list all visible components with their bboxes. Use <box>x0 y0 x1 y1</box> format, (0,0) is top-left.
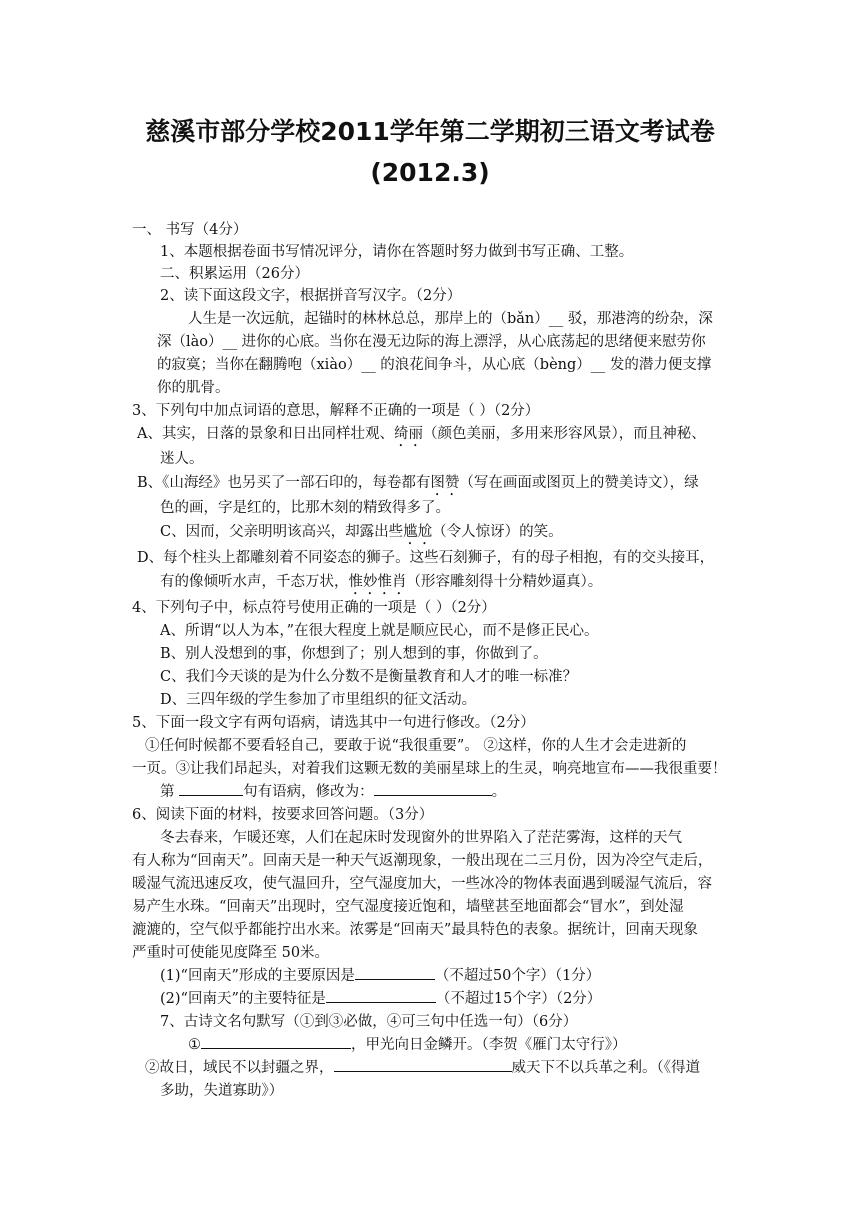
q5-passage-line: ①任何时候都不要看轻自己，要敢于说“我很重要”。 ②这样，你的人生才会走进新的 <box>145 738 687 754</box>
q3-option-c: C、因而，父亲明明该高兴，却露出些尴尬（令人惊讶）的笑。 <box>160 524 563 540</box>
q2-passage-line: 人生是一次远航，起锚时的林林总总，那岸上的（bǎn）__ 驳，那港湾的纷杂，深 <box>188 311 713 327</box>
dotted-word: 惟妙惟肖 <box>348 574 407 590</box>
q6-passage-line: 暖湿气流迅速反攻，使气温回升，空气湿度加大，一些冰冷的物体表面遇到暖湿气流后，容 <box>132 876 712 892</box>
q6-passage-line: 易产生水珠。“回南天”出现时，空气湿度接近饱和，墙壁甚至地面都会“冒水”，到处湿 <box>132 899 684 915</box>
answer-blank[interactable] <box>179 781 243 796</box>
q7-item-2: ②故日，域民不以封疆之界， 威天下不以兵革之利。（《得道 <box>145 1057 700 1079</box>
section-1-heading: 一、 书写（4分） <box>132 222 248 238</box>
q5-passage-line: 一页。③让我们昂起头，对着我们这颗无数的美丽星球上的生灵，响亮地宣布——我很重要！ <box>132 761 727 777</box>
question-4: 4、下列句子中，标点符号使用正确的一项是（ ）（2分） <box>132 600 496 616</box>
q3-option-a: A、其实，日落的景象和日出同样壮观、绮丽（颜色美丽，多用来形容风景），而且神秘、 <box>137 426 706 442</box>
q4-option-c: C、我们今天谈的是为什么分数不是衡量教育和人才的唯一标准？ <box>160 669 578 685</box>
q4-option-a: A、所谓“以人为本，”在很大程度上就是顺应民心，而不是修正民心。 <box>160 623 599 639</box>
dotted-word: 尴尬 <box>403 524 433 540</box>
q3-option-b: B、《山海经》也另买了一部石印的，每卷都有图赞（写在画面或图页上的赞美诗文），绿 <box>137 475 699 491</box>
q3-option-d: D、每个柱头上都雕刻着不同姿态的狮子。这些石刻狮子，有的母子相抱，有的交头接耳， <box>137 550 715 566</box>
question-5: 5、下面一段文字有两句语病，请选其中一句进行修改。（2分） <box>132 715 535 731</box>
q7-item-1: ① ，甲光向日金鳞开。（李贺《雁门太守行》） <box>188 1034 627 1056</box>
answer-blank[interactable] <box>201 1034 351 1049</box>
question-2: 2、读下面这段文字，根据拼音写汉字。（2分） <box>160 288 462 304</box>
q4-option-d: D、三四年级的学生参加了市里组织的征文活动。 <box>160 692 477 708</box>
question-6: 6、阅读下面的材料，按要求回答问题。（3分） <box>132 807 434 823</box>
section-2-heading: 二、积累运用（26分） <box>160 266 309 282</box>
q6-passage-line: 冬去春来，乍暖还寒，人们在起床时发现窗外的世界陷入了茫茫雾海，这样的天气 <box>160 830 682 846</box>
q2-passage-line: 的寂寞；当你在翻腾咆（xiào）__ 的浪花间争斗，从心底（bèng）__ 发的潜力便支撑 <box>157 357 712 373</box>
question-1: 1、本题根据卷面书写情况评分，请你在答题时努力做到书写正确、工整。 <box>160 244 634 260</box>
exam-date: (2012.3) <box>370 158 490 187</box>
q7-item-2-cont: 多助，失道寡助》） <box>160 1083 284 1099</box>
q4-option-b: B、别人没想到的事，你想到了；别人想到的事，你做到了。 <box>160 646 548 662</box>
q2-passage-line: 你的肌骨。 <box>157 380 230 396</box>
question-7: 7、古诗文名句默写（①到③必做，④可三句中任选一句）（6分） <box>160 1014 578 1030</box>
answer-blank[interactable] <box>326 988 436 1003</box>
exam-title: 慈溪市部分学校2011学年第二学期初三语文考试卷 <box>145 117 715 146</box>
dotted-word: 绮丽 <box>393 426 423 442</box>
q3-option-a-cont: 迷人。 <box>160 451 204 467</box>
q6-passage-line: 有人称为“回南天”。回南天是一种天气返潮现象，一般出现在二三月份，因为冷空气走后， <box>132 853 713 869</box>
q6-sub-2: (2)“回南天”的主要特征是 （不超过15个字）（2分） <box>160 988 601 1010</box>
q6-passage-line: 漉漉的，空气似乎都能拧出水来。浓雾是“回南天”最具特色的表象。据统计，回南天现象 <box>132 922 698 938</box>
dotted-word: 图赞 <box>430 475 460 491</box>
answer-blank[interactable] <box>355 965 435 980</box>
q3-option-b-cont: 色的画，字是红的，比那木刻的精致得多了。 <box>160 500 450 516</box>
answer-blank[interactable] <box>334 1057 512 1072</box>
q3-option-d-cont: 有的像倾听水声，千态万状，惟妙惟肖（形容雕刻得十分精妙逼真）。 <box>160 574 603 590</box>
q5-answer-line: 第 句有语病，修改为： 。 <box>160 781 506 803</box>
q6-sub-1: (1)“回南天”形成的主要原因是 （不超过50个字）（1分） <box>160 965 600 987</box>
q6-passage-line: 严重时可使能见度降至 50米。 <box>132 945 330 961</box>
answer-blank[interactable] <box>374 781 492 796</box>
question-3: 3、下列句中加点词语的意思，解释不正确的一项是（ ）（2分） <box>132 403 540 419</box>
q2-passage-line: 深（lào）__ 进你的心底。当你在漫无边际的海上漂浮，从心底荡起的思绪便来慰劳你 <box>157 334 706 350</box>
